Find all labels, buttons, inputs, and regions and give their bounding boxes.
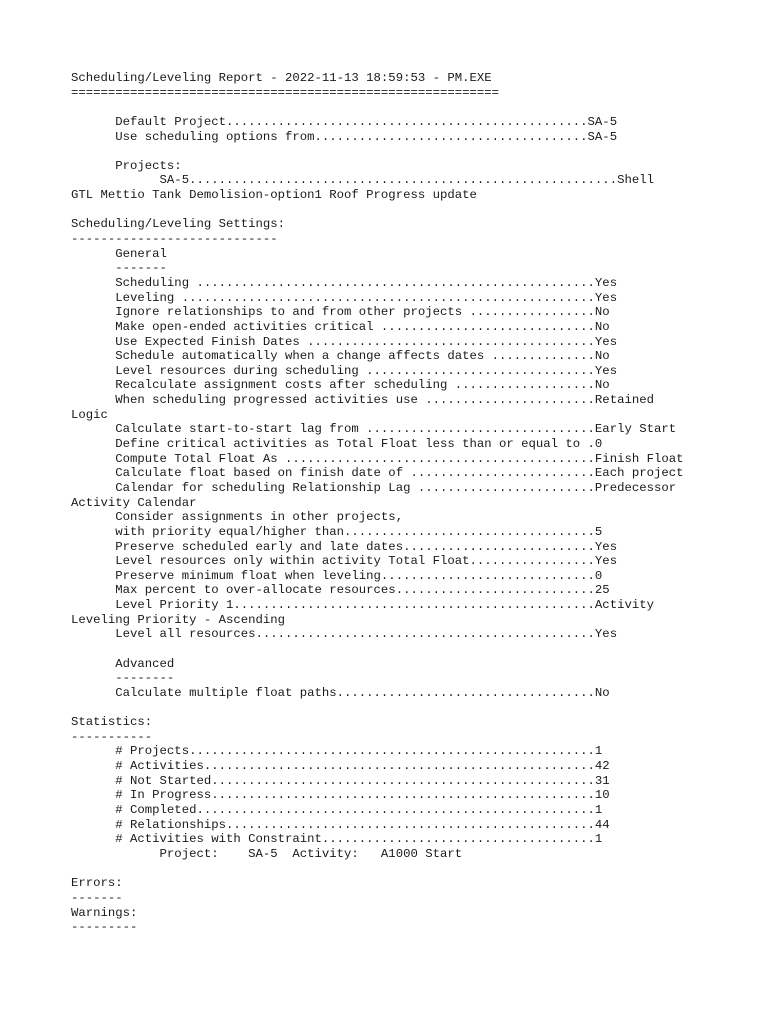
setting-recalculate-costs: Recalculate assignment costs after scheduling ...................No [71, 378, 610, 393]
errors-underline: ------- [71, 890, 123, 905]
scheduling-options-line: Use scheduling options from.....................................SA-5 [71, 129, 618, 144]
blank-line [71, 144, 761, 159]
stat-relationships: # Relationships..................................................44 [71, 817, 610, 832]
setting-over-allocate: Max percent to over-allocate resources...........................25 [71, 583, 610, 598]
setting-leveling: Leveling ........................................................Yes [71, 290, 618, 305]
title-underline: ========================================================== [71, 85, 500, 100]
blank-line [71, 862, 761, 877]
setting-float-finish-date: Calculate float based on finish date of .........................Each project [71, 466, 684, 481]
setting-start-to-start-lag: Calculate start-to-start lag from ...............................Early Start [71, 422, 677, 437]
setting-scheduling: Scheduling ......................................................Yes [71, 275, 618, 290]
blank-line [71, 203, 761, 218]
setting-progressed-activities: When scheduling progressed activities use .......................Retained [71, 393, 654, 408]
setting-preserve-min-float: Preserve minimum float when leveling.............................0 [71, 568, 603, 583]
setting-expected-finish: Use Expected Finish Dates .......................................Yes [71, 334, 618, 349]
setting-relationship-lag-calendar-wrap: Activity Calendar [71, 495, 197, 510]
stat-in-progress: # In Progress....................................................10 [71, 788, 610, 803]
general-subheading: General [71, 246, 167, 261]
setting-consider-assignments: Consider assignments in other projects, [71, 510, 404, 525]
setting-open-ended-critical: Make open-ended activities critical .............................No [71, 319, 610, 334]
stat-projects: # Projects.......................................................1 [71, 744, 603, 759]
setting-level-during-scheduling: Level resources during scheduling ...............................Yes [71, 363, 618, 378]
constraint-detail: Project: SA-5 Activity: A1000 Start [71, 846, 463, 861]
statistics-heading: Statistics: [71, 715, 153, 730]
setting-critical-definition: Define critical activities as Total Float less than or equal to .0 [71, 437, 603, 452]
setting-level-priority: Level Priority 1.................................................Activity [71, 598, 654, 613]
setting-level-within-float: Level resources only within activity Total Float.................Yes [71, 554, 618, 569]
project-entry-line: SA-5..........................................................Shell [71, 173, 654, 188]
stat-activities: # Activities.....................................................42 [71, 759, 610, 774]
settings-heading: Scheduling/Leveling Settings: [71, 217, 286, 232]
scheduling-report [71, 71, 761, 935]
general-underline: ------- [71, 261, 167, 276]
blank-line [71, 642, 761, 657]
setting-relationship-lag-calendar: Calendar for scheduling Relationship Lag ........................Predecessor [71, 480, 677, 495]
setting-progressed-activities-wrap: Logic [71, 407, 108, 422]
stat-not-started: # Not Started....................................................31 [71, 773, 610, 788]
setting-schedule-automatically: Schedule automatically when a change affects dates ..............No [71, 349, 610, 364]
statistics-underline: ----------- [71, 729, 153, 744]
setting-level-all-resources: Level all resources..............................................Yes [71, 627, 618, 642]
setting-priority-threshold: with priority equal/higher than..................................5 [71, 524, 603, 539]
warnings-heading: Warnings: [71, 905, 138, 920]
blank-line [71, 701, 761, 716]
setting-multiple-float-paths: Calculate multiple float paths...................................No [71, 685, 610, 700]
project-entry-wrap: GTL Mettio Tank Demolision-option1 Roof Progress update [71, 188, 477, 203]
default-project-line: Default Project.................................................SA-5 [71, 114, 618, 129]
advanced-subheading: Advanced [71, 656, 175, 671]
setting-level-priority-wrap: Leveling Priority - Ascending [71, 612, 286, 627]
setting-preserve-dates: Preserve scheduled early and late dates..........................Yes [71, 539, 618, 554]
advanced-underline: -------- [71, 671, 175, 686]
warnings-underline: --------- [71, 920, 138, 935]
settings-underline: ---------------------------- [71, 232, 278, 247]
errors-heading: Errors: [71, 876, 123, 891]
setting-ignore-relationships: Ignore relationships to and from other projects .................No [71, 305, 610, 320]
stat-activities-with-constraint: # Activities with Constraint.....................................1 [71, 832, 603, 847]
setting-total-float: Compute Total Float As ..........................................Finish Float [71, 451, 684, 466]
report-title: Scheduling/Leveling Report - 2022-11-13 18:59:53 - PM.EXE [71, 71, 492, 85]
projects-heading: Projects: [71, 158, 182, 173]
blank-line [71, 100, 761, 115]
stat-completed: # Completed......................................................1 [71, 803, 603, 818]
